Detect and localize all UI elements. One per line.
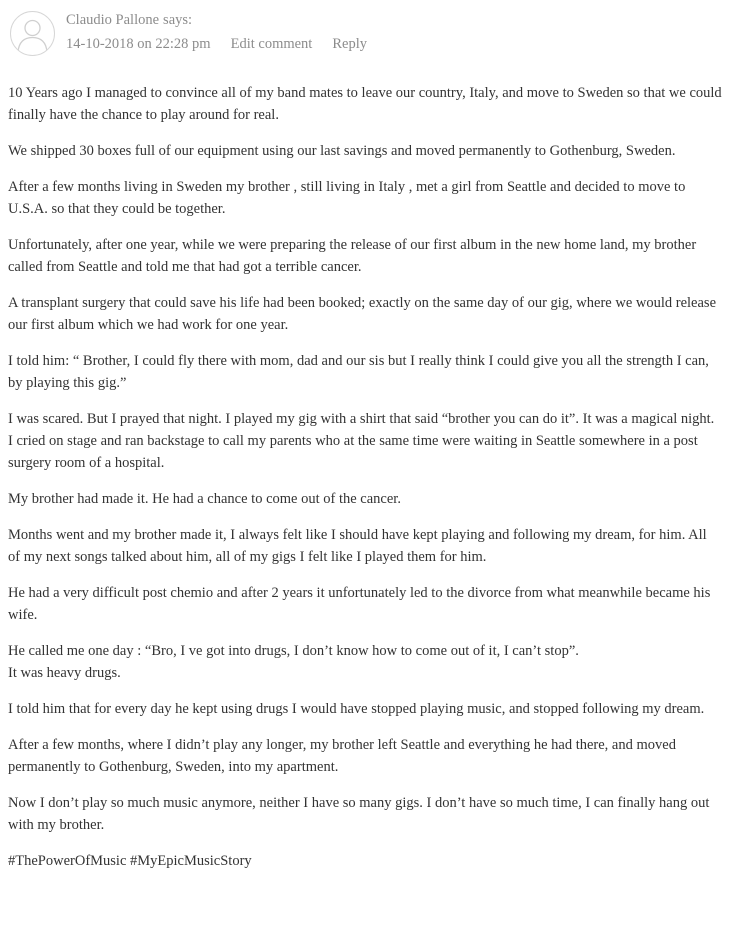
comment-author-line — [66, 12, 192, 29]
comment-paragraph: 10 Years ago I managed to convince all of my band mates to leave our country, Italy, and move to Sweden so that we could finally have the chance to play around for real. — [8, 85, 722, 123]
edit-comment-link[interactable]: Edit comment — [230, 36, 313, 52]
comment-paragraph: He had a very difficult post chemio and after 2 years it unfortunately led to the divorce from what meanwhile became his wife. — [8, 585, 711, 623]
comment-date-link[interactable]: 14-10-2018 on 22:28 pm — [66, 36, 211, 52]
comment-body — [8, 82, 722, 886]
says-label: says: — [163, 12, 193, 28]
comment-paragraph: Unfortunately, after one year, while we were preparing the release of our first album in the new home land, my brother called from Seattle and told me that had got a terrible cancer. — [8, 237, 697, 275]
comment-paragraph: After a few months living in Sweden my brother , still living in Italy , met a girl from Seattle and decided to move to U.S.A. so that they could be together. — [8, 179, 686, 217]
comment-header — [0, 0, 730, 70]
comment-paragraph: I told him that for every day he kept using drugs I would have stopped playing music, and stopped following my dream. — [8, 701, 705, 717]
comment-author: Claudio Pallone — [66, 12, 160, 28]
user-avatar-placeholder-icon — [10, 11, 55, 56]
hashtag[interactable]: #MyEpicMusicStory — [130, 853, 252, 869]
comment-paragraph: We shipped 30 boxes full of our equipment using our last savings and moved permanently to Gothenburg, Sweden. — [8, 143, 676, 159]
reply-link[interactable]: Reply — [332, 36, 367, 52]
comment-paragraph: After a few months, where I didn’t play any longer, my brother left Seattle and everything he had there, and moved permanently to Gothenburg, Sweden, into my apartment. — [8, 737, 676, 775]
comment-paragraph: A transplant surgery that could save his life had been booked; exactly on the same day of our gig, where we would release our first album which we had work for one year. — [8, 295, 717, 333]
comment-paragraph: My brother had made it. He had a chance to come out of the cancer. — [8, 491, 401, 507]
comment-paragraph — [8, 640, 722, 684]
comment-paragraph: I told him: “ Brother, I could fly there with mom, dad and our sis but I really think I could give you all the strength I can, by playing this gig.” — [8, 353, 709, 391]
drugs-line: It was heavy drugs. — [8, 665, 121, 681]
comment-paragraph: Months went and my brother made it, I always felt like I should have kept playing and following my dream, for him. All of my next songs talked about him, all of my gigs I felt like I played them for him. — [8, 527, 707, 565]
drugs-quote: He called me one day : “Bro, I ve got into drugs, I don’t know how to come out of it, I can’t stop”. — [8, 643, 579, 659]
hashtags — [8, 850, 722, 872]
comment-meta — [66, 36, 367, 53]
hashtag[interactable]: #ThePowerOfMusic — [8, 853, 127, 869]
comment-paragraph: Now I don’t play so much music anymore, neither I have so many gigs. I don’t have so much time, I can finally hang out with my brother. — [8, 795, 710, 833]
comment-paragraph: I was scared. But I prayed that night. I played my gig with a shirt that said “brother you can do it”. It was a magical night. I cried on stage and ran backstage to call my parents who at the same time were waiting in Seattle somewhere in a post surgery room of a hospital. — [8, 411, 715, 471]
